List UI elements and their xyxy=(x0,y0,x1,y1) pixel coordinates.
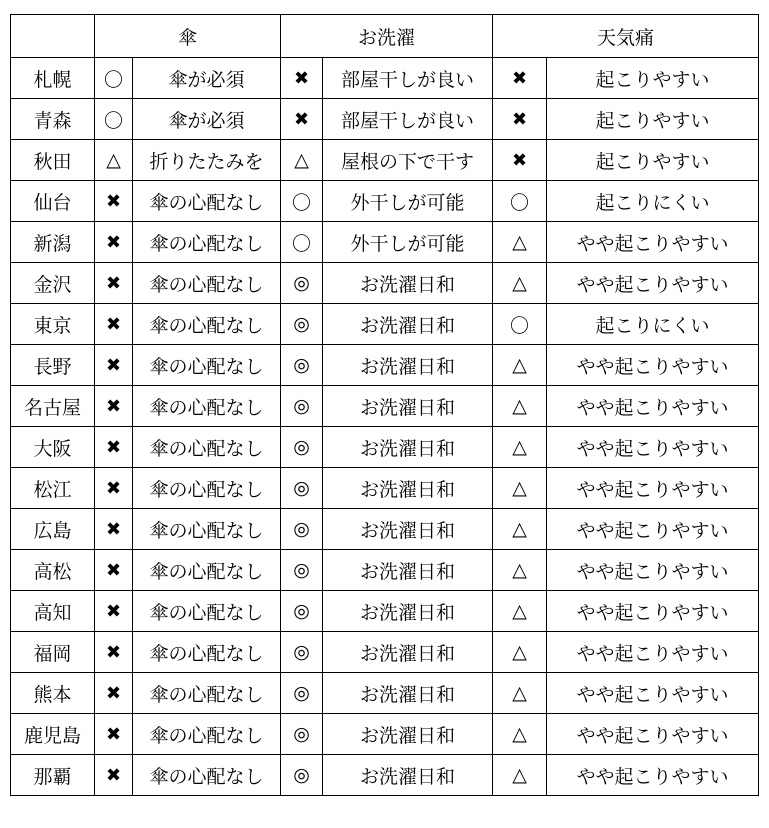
table-row xyxy=(11,427,759,468)
umbrella-advice: 傘の心配なし xyxy=(133,427,281,468)
laundry-symbol: ✖ xyxy=(281,58,323,99)
umbrella-symbol: ✖ xyxy=(95,345,133,386)
city-name: 青森 xyxy=(11,99,95,140)
laundry-symbol: ◎ xyxy=(281,755,323,796)
laundry-symbol: ◎ xyxy=(281,304,323,345)
headache-advice: 起こりにくい xyxy=(547,304,759,345)
city-name: 広島 xyxy=(11,509,95,550)
table-row xyxy=(11,181,759,222)
headache-advice: 起こりやすい xyxy=(547,58,759,99)
laundry-advice: お洗濯日和 xyxy=(323,550,493,591)
laundry-advice: 部屋干しが良い xyxy=(323,58,493,99)
laundry-symbol: ◎ xyxy=(281,386,323,427)
umbrella-advice: 折りたたみを xyxy=(133,140,281,181)
umbrella-advice: 傘の心配なし xyxy=(133,632,281,673)
table-row xyxy=(11,591,759,632)
laundry-advice: お洗濯日和 xyxy=(323,509,493,550)
headache-symbol: △ xyxy=(493,632,547,673)
laundry-symbol: △ xyxy=(281,140,323,181)
table-row xyxy=(11,468,759,509)
city-name: 名古屋 xyxy=(11,386,95,427)
city-name: 秋田 xyxy=(11,140,95,181)
laundry-symbol: ◎ xyxy=(281,591,323,632)
umbrella-symbol: ✖ xyxy=(95,755,133,796)
umbrella-advice: 傘の心配なし xyxy=(133,509,281,550)
umbrella-symbol: ✖ xyxy=(95,386,133,427)
umbrella-symbol: ✖ xyxy=(95,304,133,345)
table-body xyxy=(11,58,759,796)
headache-symbol: ✖ xyxy=(493,99,547,140)
header-city xyxy=(11,15,95,58)
city-name: 札幌 xyxy=(11,58,95,99)
table-row xyxy=(11,550,759,591)
city-name: 松江 xyxy=(11,468,95,509)
headache-advice: 起こりやすい xyxy=(547,140,759,181)
city-name: 大阪 xyxy=(11,427,95,468)
city-name: 東京 xyxy=(11,304,95,345)
city-name: 高知 xyxy=(11,591,95,632)
headache-symbol: 〇 xyxy=(493,304,547,345)
laundry-advice: お洗濯日和 xyxy=(323,468,493,509)
table-row xyxy=(11,386,759,427)
headache-advice: 起こりにくい xyxy=(547,181,759,222)
umbrella-advice: 傘の心配なし xyxy=(133,181,281,222)
laundry-advice: お洗濯日和 xyxy=(323,263,493,304)
table-row xyxy=(11,509,759,550)
umbrella-symbol: ✖ xyxy=(95,550,133,591)
umbrella-symbol: ✖ xyxy=(95,468,133,509)
laundry-symbol: ◎ xyxy=(281,632,323,673)
headache-symbol: △ xyxy=(493,386,547,427)
headache-advice: やや起こりやすい xyxy=(547,263,759,304)
laundry-symbol: ◎ xyxy=(281,345,323,386)
laundry-symbol: ◎ xyxy=(281,509,323,550)
laundry-symbol: ◎ xyxy=(281,550,323,591)
table-row xyxy=(11,140,759,181)
laundry-advice: お洗濯日和 xyxy=(323,714,493,755)
laundry-advice: お洗濯日和 xyxy=(323,755,493,796)
headache-symbol: △ xyxy=(493,714,547,755)
umbrella-symbol: ✖ xyxy=(95,591,133,632)
laundry-symbol: 〇 xyxy=(281,222,323,263)
laundry-advice: お洗濯日和 xyxy=(323,673,493,714)
laundry-advice: 部屋干しが良い xyxy=(323,99,493,140)
city-name: 金沢 xyxy=(11,263,95,304)
umbrella-advice: 傘の心配なし xyxy=(133,222,281,263)
umbrella-symbol: 〇 xyxy=(95,99,133,140)
umbrella-symbol: ✖ xyxy=(95,673,133,714)
header-row xyxy=(11,15,759,58)
laundry-symbol: ✖ xyxy=(281,99,323,140)
headache-advice: やや起こりやすい xyxy=(547,509,759,550)
laundry-advice: お洗濯日和 xyxy=(323,304,493,345)
headache-advice: やや起こりやすい xyxy=(547,468,759,509)
headache-advice: やや起こりやすい xyxy=(547,673,759,714)
table-row xyxy=(11,222,759,263)
headache-symbol: △ xyxy=(493,222,547,263)
headache-advice: やや起こりやすい xyxy=(547,345,759,386)
table-row xyxy=(11,632,759,673)
laundry-advice: 外干しが可能 xyxy=(323,222,493,263)
headache-symbol: △ xyxy=(493,509,547,550)
table-row xyxy=(11,345,759,386)
umbrella-symbol: △ xyxy=(95,140,133,181)
umbrella-symbol: ✖ xyxy=(95,222,133,263)
umbrella-advice: 傘の心配なし xyxy=(133,304,281,345)
umbrella-symbol: ✖ xyxy=(95,632,133,673)
table-row xyxy=(11,755,759,796)
header-umbrella: 傘 xyxy=(95,15,281,58)
headache-symbol: △ xyxy=(493,345,547,386)
headache-advice: やや起こりやすい xyxy=(547,714,759,755)
headache-symbol: ✖ xyxy=(493,140,547,181)
table-row xyxy=(11,58,759,99)
umbrella-symbol: 〇 xyxy=(95,58,133,99)
umbrella-advice: 傘の心配なし xyxy=(133,386,281,427)
laundry-symbol: ◎ xyxy=(281,263,323,304)
headache-symbol: 〇 xyxy=(493,181,547,222)
laundry-symbol: ◎ xyxy=(281,468,323,509)
headache-advice: やや起こりやすい xyxy=(547,591,759,632)
table-row xyxy=(11,99,759,140)
city-name: 福岡 xyxy=(11,632,95,673)
table-row xyxy=(11,673,759,714)
umbrella-symbol: ✖ xyxy=(95,427,133,468)
headache-advice: やや起こりやすい xyxy=(547,755,759,796)
header-headache: 天気痛 xyxy=(493,15,759,58)
city-name: 新潟 xyxy=(11,222,95,263)
laundry-advice: 屋根の下で干す xyxy=(323,140,493,181)
umbrella-advice: 傘の心配なし xyxy=(133,591,281,632)
city-name: 熊本 xyxy=(11,673,95,714)
umbrella-symbol: ✖ xyxy=(95,509,133,550)
umbrella-advice: 傘の心配なし xyxy=(133,673,281,714)
city-name: 仙台 xyxy=(11,181,95,222)
forecast-table xyxy=(10,14,759,796)
table-header xyxy=(11,15,759,58)
headache-advice: やや起こりやすい xyxy=(547,386,759,427)
laundry-advice: お洗濯日和 xyxy=(323,632,493,673)
umbrella-advice: 傘の心配なし xyxy=(133,550,281,591)
table-row xyxy=(11,263,759,304)
umbrella-advice: 傘の心配なし xyxy=(133,714,281,755)
umbrella-symbol: ✖ xyxy=(95,263,133,304)
headache-symbol: △ xyxy=(493,673,547,714)
table-row xyxy=(11,304,759,345)
headache-symbol: △ xyxy=(493,427,547,468)
headache-symbol: △ xyxy=(493,263,547,304)
headache-symbol: △ xyxy=(493,550,547,591)
headache-advice: やや起こりやすい xyxy=(547,550,759,591)
city-name: 高松 xyxy=(11,550,95,591)
headache-symbol: △ xyxy=(493,468,547,509)
headache-symbol: △ xyxy=(493,591,547,632)
headache-advice: 起こりやすい xyxy=(547,99,759,140)
laundry-symbol: ◎ xyxy=(281,427,323,468)
headache-advice: やや起こりやすい xyxy=(547,427,759,468)
umbrella-advice: 傘が必須 xyxy=(133,58,281,99)
headache-symbol: △ xyxy=(493,755,547,796)
laundry-advice: お洗濯日和 xyxy=(323,386,493,427)
umbrella-advice: 傘の心配なし xyxy=(133,263,281,304)
laundry-advice: お洗濯日和 xyxy=(323,345,493,386)
laundry-advice: お洗濯日和 xyxy=(323,427,493,468)
table-row xyxy=(11,714,759,755)
headache-advice: やや起こりやすい xyxy=(547,222,759,263)
city-name: 那覇 xyxy=(11,755,95,796)
umbrella-advice: 傘の心配なし xyxy=(133,755,281,796)
headache-advice: やや起こりやすい xyxy=(547,632,759,673)
umbrella-advice: 傘の心配なし xyxy=(133,468,281,509)
laundry-advice: 外干しが可能 xyxy=(323,181,493,222)
laundry-symbol: 〇 xyxy=(281,181,323,222)
laundry-symbol: ◎ xyxy=(281,673,323,714)
umbrella-advice: 傘の心配なし xyxy=(133,345,281,386)
city-name: 鹿児島 xyxy=(11,714,95,755)
umbrella-symbol: ✖ xyxy=(95,714,133,755)
headache-symbol: ✖ xyxy=(493,58,547,99)
laundry-symbol: ◎ xyxy=(281,714,323,755)
city-name: 長野 xyxy=(11,345,95,386)
header-laundry: お洗濯 xyxy=(281,15,493,58)
laundry-advice: お洗濯日和 xyxy=(323,591,493,632)
umbrella-symbol: ✖ xyxy=(95,181,133,222)
umbrella-advice: 傘が必須 xyxy=(133,99,281,140)
